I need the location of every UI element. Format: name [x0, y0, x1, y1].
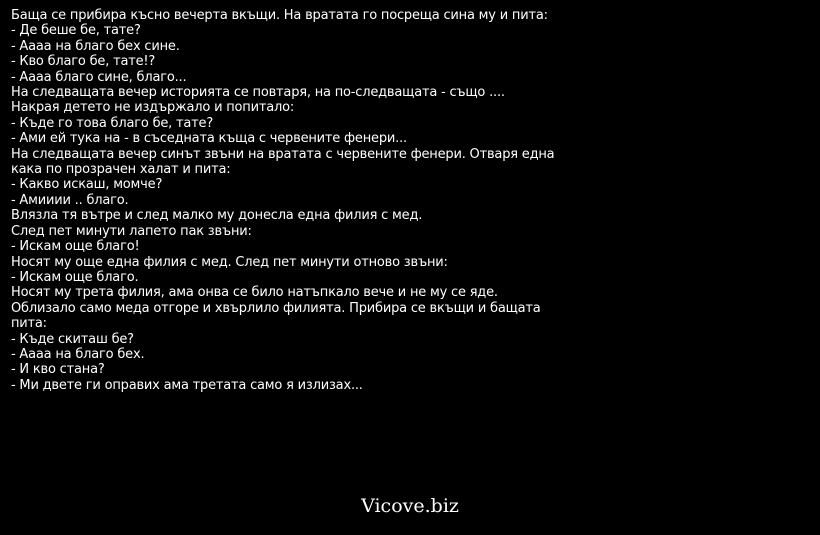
- joke-line: Баща се прибира късно вечерта вкъщи. На вратата го посреща сина му и пита:: [11, 8, 548, 23]
- joke-line: На следващата вечер историята се повтаря, на по-следващата - също ....: [11, 85, 505, 101]
- joke-line: - Амииии .. благо.: [11, 192, 129, 208]
- joke-line: пита:: [11, 316, 47, 332]
- joke-line: Облизало само меда отгоре и хвърлило филията. Прибира се вкъщи и бащата: [11, 300, 541, 316]
- joke-line: - Къде го това благо бе, тате?: [11, 115, 214, 131]
- joke-line: - И кво стана?: [11, 362, 105, 378]
- joke-line: - Искам още благо.: [11, 269, 139, 285]
- joke-line: Накрая детето не издържало и попитало:: [11, 100, 295, 116]
- joke-line: - Къде скиташ бе?: [11, 331, 134, 347]
- joke-line: - Аааа на благо бех.: [11, 346, 145, 362]
- joke-line: - Аааа благо сине, благо...: [11, 69, 187, 85]
- joke-line: - Какво искаш, момче?: [11, 177, 163, 193]
- joke-line: На следващата вечер синът звъни на вратата с червените фенери. Отваря една: [11, 146, 555, 162]
- joke-line: - Ами ей тука на - в съседната къща с червените фенери...: [11, 131, 407, 147]
- joke-line: - Искам още благо!: [11, 239, 140, 255]
- joke-line: - Аааа на благо бех сине.: [11, 38, 180, 54]
- joke-text: [11, 8, 586, 393]
- joke-line: - Ми двете ги оправих ама третата само я излизах...: [11, 377, 363, 393]
- joke-line: След пет минути лапето пак звъни:: [11, 223, 252, 239]
- joke-line: Носят му още една филия с мед. След пет минути отново звъни:: [11, 254, 448, 270]
- site-watermark: Vicove.biz: [361, 495, 459, 517]
- joke-line: - Де беше бе, тате?: [11, 23, 141, 39]
- joke-line: Носят му трета филия, ама онва се било натъпкало вече и не му се яде.: [11, 285, 498, 301]
- joke-line: Влязла тя вътре и след малко му донесла една филия с мед.: [11, 208, 423, 224]
- joke-line: кака по прозрачен халат и пита:: [11, 162, 231, 178]
- joke-line: - Кво благо бе, тате!?: [11, 54, 156, 70]
